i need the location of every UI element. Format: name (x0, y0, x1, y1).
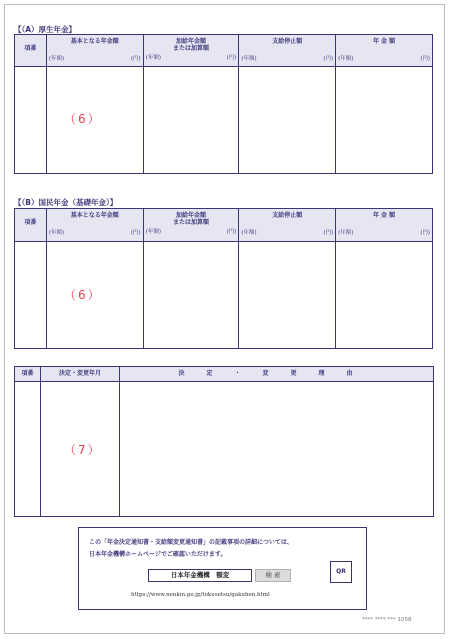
header-additional-amount: 加給年金額 または加算額 (年額) (円) (143, 35, 239, 67)
section-a-table (14, 34, 433, 174)
cell-additional-amount (143, 67, 239, 174)
header-no: 項番 (15, 35, 47, 67)
header-pension-amount: 年 金 額 (年額) (円) (336, 35, 433, 67)
header-suspended-amount: 支給停止額 (年額) (円) (239, 209, 336, 242)
cell-no (15, 242, 47, 349)
notice-url: https://www.nenkin.go.jp/tokusetsu/gakuhen.html (131, 592, 270, 598)
info-notice-box (78, 527, 367, 610)
section-b-title: 【（B）国民年金（基礎年金）】 (14, 198, 118, 207)
header-base-amount: 基本となる年金額 (年額) (円) (46, 209, 143, 242)
cell-change-reason (120, 382, 434, 517)
qr-code-icon: QR (330, 561, 352, 583)
cell-no (15, 382, 41, 517)
notice-line-1: この「年金決定通知書・支給額変更通知書」の記載事項の詳細については、 (89, 539, 293, 546)
section-a-marker: （6） (64, 112, 102, 126)
header-base-amount: 基本となる年金額 (年額) (円) (46, 35, 143, 67)
header-change-reason: 決定・変更理由 (120, 367, 434, 382)
footer-document-code: **** **** *** 1058 (362, 617, 412, 623)
cell-suspended-amount (239, 242, 336, 349)
header-suspended-amount: 支給停止額 (年額) (円) (239, 35, 336, 67)
header-no: 項番 (15, 209, 47, 242)
cell-pension-amount (336, 242, 433, 349)
notice-line-2: 日本年金機構ホームページでご確認いただけます。 (89, 551, 227, 558)
search-button: 検 索 (255, 569, 291, 582)
header-pension-amount: 年 金 額 (年額) (円) (336, 209, 433, 242)
header-additional-amount: 加給年金額 または加算額 (年額) (円) (143, 209, 239, 242)
search-keyword-box: 日本年金機構 額変 (148, 569, 252, 582)
section-a-title: 【（A）厚生年金】 (14, 25, 77, 34)
cell-no (15, 67, 47, 174)
header-no: 項番 (15, 367, 41, 382)
section-b-table (14, 208, 433, 349)
cell-pension-amount (336, 67, 433, 174)
cell-suspended-amount (239, 67, 336, 174)
section-7-marker: （7） (64, 443, 102, 457)
cell-additional-amount (143, 242, 239, 349)
header-change-date: 決定・変更年月 (41, 367, 120, 382)
section-b-marker: （6） (64, 288, 102, 302)
